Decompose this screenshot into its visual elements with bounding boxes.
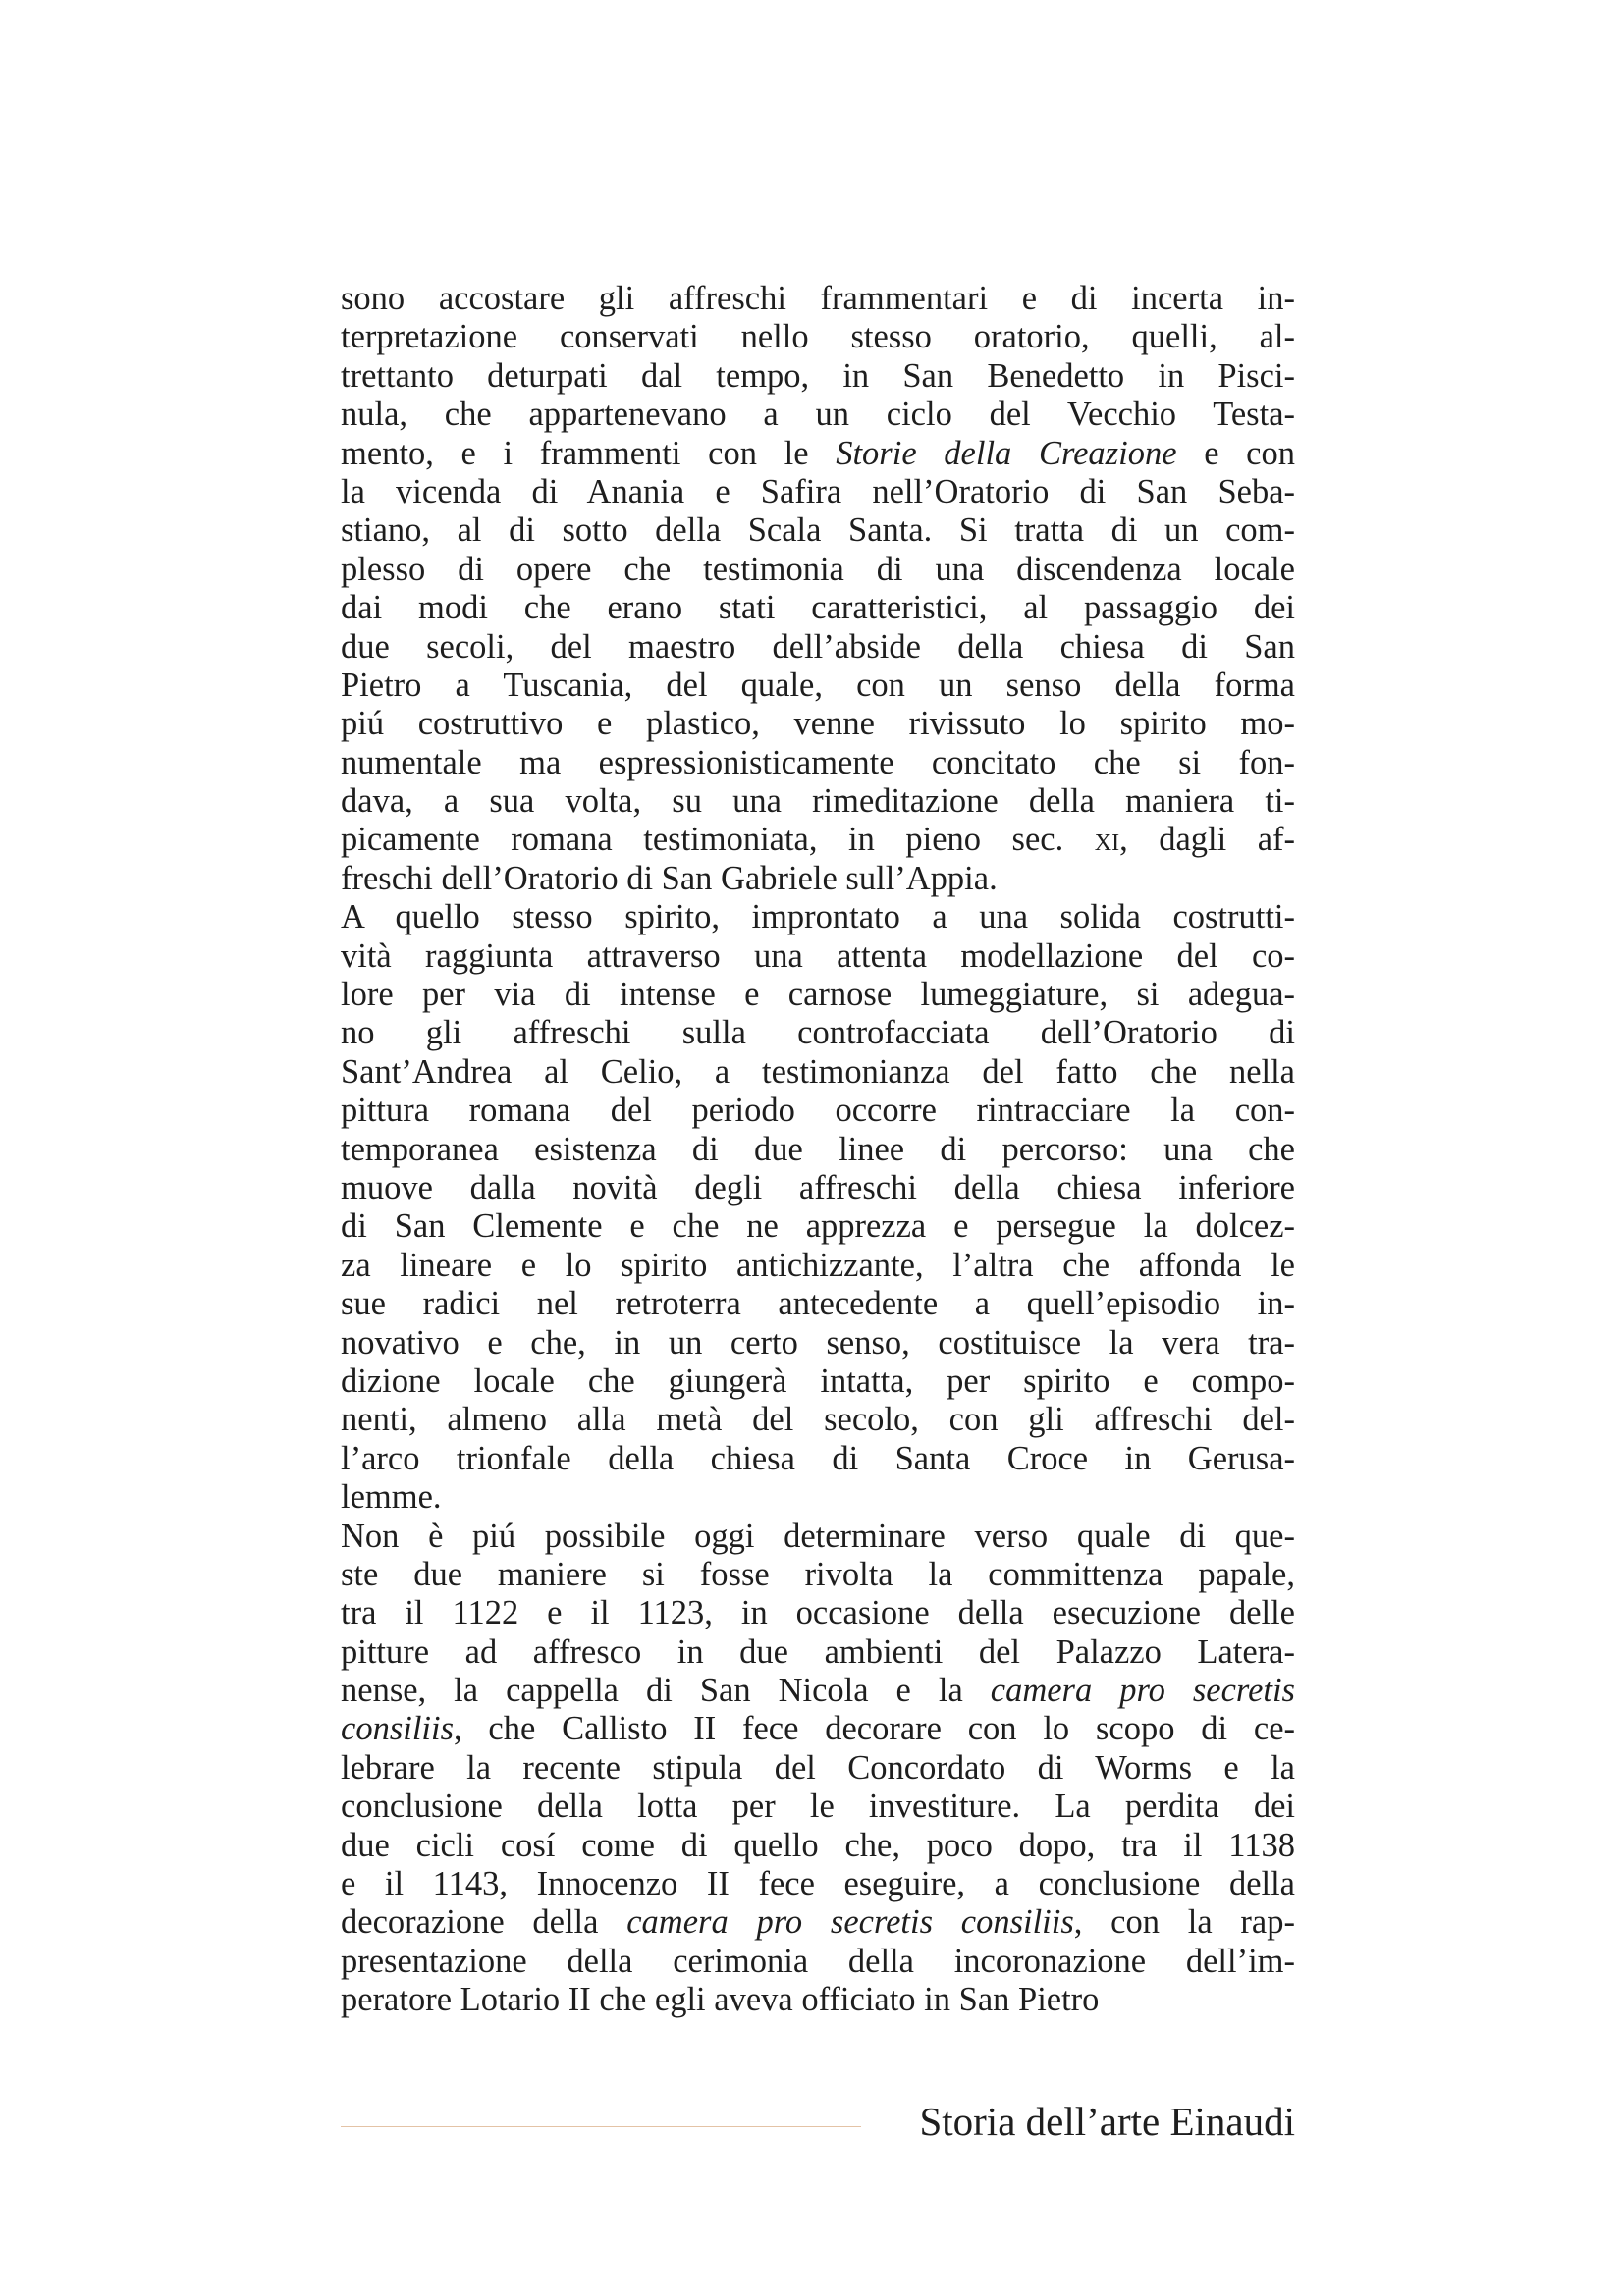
- text-line: vità raggiunta attraverso una attenta modellazione del co-: [341, 936, 1295, 975]
- text-line: freschi dell’Oratorio di San Gabriele sull’Appia.: [341, 859, 998, 897]
- text-line: pittura romana del periodo occorre rintracciare la con-: [341, 1092, 1295, 1130]
- text-line: plesso di opere che testimonia di una discendenza locale: [341, 550, 1295, 588]
- text-line: due cicli cosí come di quello che, poco dopo, tra il 1138: [341, 1826, 1295, 1864]
- body-text: [341, 280, 1295, 2020]
- text-line: nula, che appartenevano a un ciclo del Vecchio Testa-: [341, 396, 1295, 434]
- text-line: l’arco trionfale della chiesa di Santa Croce in Gerusa-: [341, 1439, 1295, 1477]
- text-line: trettanto deturpati dal tempo, in San Benedetto in Pisci-: [341, 356, 1295, 395]
- italic-title: camera pro secretis consiliis: [626, 1903, 1074, 1942]
- text-line: muove dalla novità degli affreschi della chiesa inferiore: [341, 1168, 1295, 1206]
- text-line: za lineare e lo spirito antichizzante, l’altra che affonda le: [341, 1246, 1295, 1284]
- text-line: lebrare la recente stipula del Concordato di Worms e la: [341, 1748, 1295, 1787]
- text-line: pitture ad affresco in due ambienti del Palazzo Latera-: [341, 1632, 1295, 1671]
- roman-numeral: xi: [1094, 821, 1120, 859]
- text-line: nense, la cappella di San Nicola e la camera pro secretis: [341, 1672, 1295, 1710]
- text-line: Sant’Andrea al Celio, a testimonianza del fatto che nella: [341, 1052, 1295, 1091]
- text-line: novativo e che, in un certo senso, costituisce la vera tra-: [341, 1323, 1295, 1362]
- text-line: no gli affreschi sulla controfacciata dell’Oratorio di: [341, 1014, 1295, 1052]
- text-line: dava, a sua volta, su una rimeditazione della maniera ti-: [341, 782, 1295, 821]
- text-line: lore per via di intense e carnose lumeggiature, si adegua-: [341, 976, 1295, 1014]
- text-line: temporanea esistenza di due linee di percorso: una che: [341, 1130, 1295, 1168]
- text-line: conclusione della lotta per le investiture. La perdita dei: [341, 1788, 1295, 1826]
- italic-title: Storie della Creazione: [836, 434, 1177, 472]
- text-line: dizione locale che giungerà intatta, per spirito e compo-: [341, 1362, 1295, 1400]
- text-line: e il 1143, Innocenzo II fece eseguire, a conclusione della: [341, 1865, 1295, 1903]
- footer-rule: [341, 2126, 861, 2127]
- text-line: peratore Lotario II che egli aveva officiato in San Pietro: [341, 1981, 1100, 2019]
- text-line: lemme.: [341, 1478, 442, 1517]
- text-line: numentale ma espressionisticamente concitato che si fon-: [341, 743, 1295, 781]
- text-line: presentazione della cerimonia della incoronazione dell’im-: [341, 1942, 1295, 1980]
- text-line: ste due maniere si fosse rivolta la committenza papale,: [341, 1555, 1295, 1593]
- text-line: consiliis, che Callisto II fece decorare con lo scopo di ce-: [341, 1710, 1295, 1748]
- text-line: picamente romana testimoniata, in pieno sec. xi, dagli af-: [341, 821, 1295, 859]
- text-line: nenti, almeno alla metà del secolo, con gli affreschi del-: [341, 1401, 1295, 1439]
- text-line: sue radici nel retroterra antecedente a quell’episodio in-: [341, 1285, 1295, 1323]
- text-line: decorazione della camera pro secretis consiliis, con la rap-: [341, 1903, 1295, 1942]
- text-line: sono accostare gli affreschi frammentari e di incerta in-: [341, 280, 1295, 317]
- text-line: mento, e i frammenti con le Storie della Creazione e con: [341, 434, 1295, 472]
- footer-title: Storia dell’arte Einaudi: [919, 2099, 1295, 2144]
- italic-title: camera pro secretis: [990, 1672, 1295, 1710]
- text-line: dai modi che erano stati caratteristici, al passaggio dei: [341, 589, 1295, 627]
- text-line: piú costruttivo e plastico, venne rivissuto lo spirito mo-: [341, 705, 1295, 743]
- text-line: A quello stesso spirito, improntato a una solida costrutti-: [341, 898, 1295, 936]
- text-line: Pietro a Tuscania, del quale, con un senso della forma: [341, 666, 1295, 704]
- text-line: tra il 1122 e il 1123, in occasione della esecuzione delle: [341, 1594, 1295, 1632]
- italic-title: consiliis: [341, 1710, 455, 1748]
- text-line: la vicenda di Anania e Safira nell’Oratorio di San Seba-: [341, 472, 1295, 510]
- text-line: stiano, al di sotto della Scala Santa. Si tratta di un com-: [341, 511, 1295, 550]
- text-line: terpretazione conservati nello stesso oratorio, quelli, al-: [341, 318, 1295, 356]
- text-line: due secoli, del maestro dell’abside della chiesa di San: [341, 627, 1295, 666]
- text-line: di San Clemente e che ne apprezza e persegue la dolcez-: [341, 1207, 1295, 1246]
- text-line: Non è piú possibile oggi determinare verso quale di que-: [341, 1517, 1295, 1555]
